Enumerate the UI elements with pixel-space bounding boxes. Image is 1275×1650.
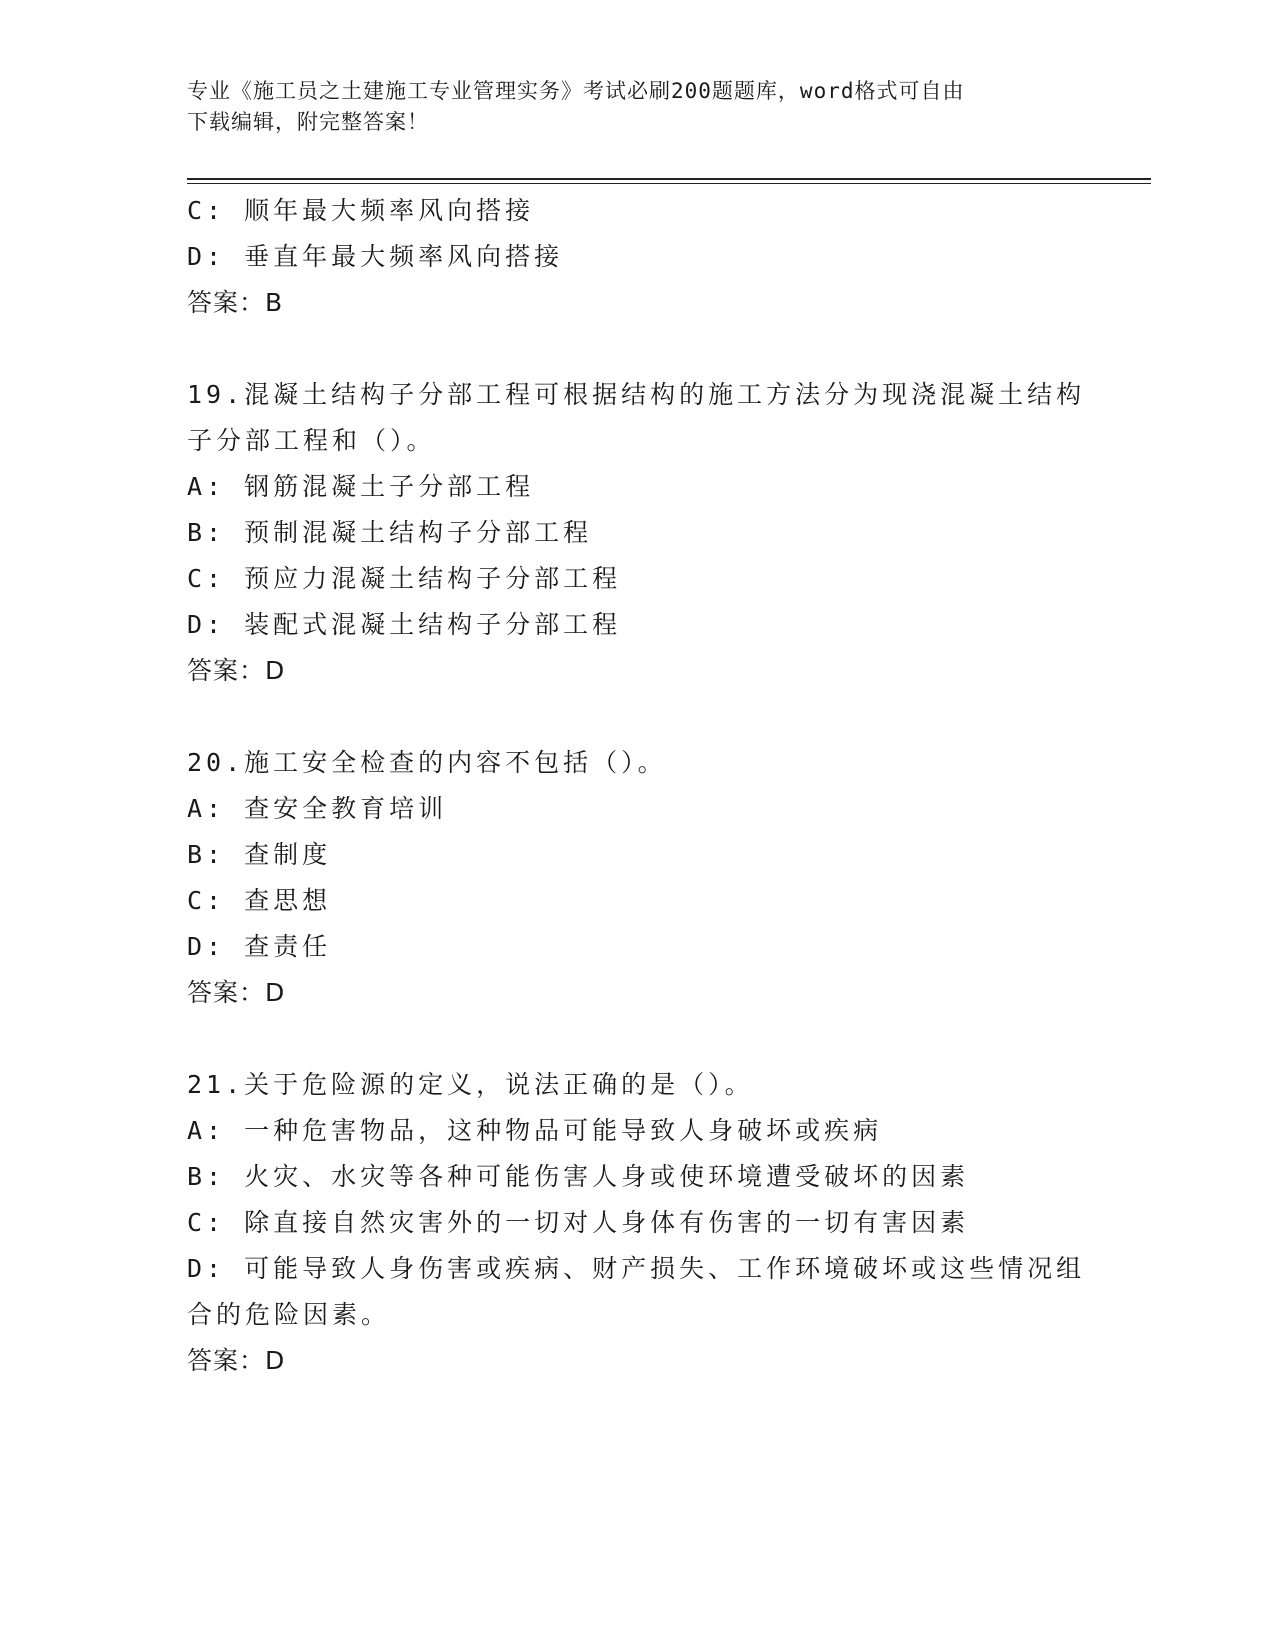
option-a: A: 一种危害物品，这种物品可能导致人身破坏或疾病 — [187, 1116, 883, 1145]
question-stem-continued: 子分部工程和（）。 — [187, 426, 436, 455]
option-a: A: 钢筋混凝土子分部工程 — [187, 472, 535, 501]
answer-line: 答案：D — [187, 656, 286, 685]
option-d: D: 可能导致人身伤害或疾病、财产损失、工作环境破坏或这些情况组 — [187, 1254, 1086, 1283]
option-c: C: 预应力混凝土结构子分部工程 — [187, 564, 622, 593]
page-header — [187, 76, 1067, 138]
option-d: D: 查责任 — [187, 932, 332, 961]
option-c: C: 查思想 — [187, 886, 332, 915]
question-19 — [187, 372, 1087, 694]
option-a: A: 查安全教育培训 — [187, 794, 448, 823]
header-divider-thick — [187, 178, 1151, 180]
question-18-continued — [187, 188, 1087, 326]
option-b: B: 预制混凝土结构子分部工程 — [187, 518, 593, 547]
option-d-continued: 合的危险因素。 — [187, 1300, 391, 1329]
header-divider-thin — [187, 183, 1151, 184]
spacer — [187, 1016, 1087, 1062]
spacer — [187, 326, 1087, 372]
question-21 — [187, 1062, 1087, 1384]
option-d: D: 装配式混凝土结构子分部工程 — [187, 610, 622, 639]
option-c: C: 顺年最大频率风向搭接 — [187, 196, 535, 225]
option-b: B: 火灾、水灾等各种可能伤害人身或使环境遭受破坏的因素 — [187, 1162, 970, 1191]
question-stem: 20.施工安全检查的内容不包括（）。 — [187, 748, 667, 777]
spacer — [187, 694, 1087, 740]
answer-line: 答案：D — [187, 978, 286, 1007]
header-line-2: 下载编辑，附完整答案！ — [187, 110, 429, 134]
answer-line: 答案：D — [187, 1346, 286, 1375]
answer-line: 答案：B — [187, 288, 284, 317]
question-20 — [187, 740, 1087, 1016]
option-d: D: 垂直年最大频率风向搭接 — [187, 242, 564, 271]
option-b: B: 查制度 — [187, 840, 332, 869]
document-body — [187, 188, 1087, 1384]
question-stem: 19.混凝土结构子分部工程可根据结构的施工方法分为现浇混凝土结构 — [187, 380, 1086, 409]
question-stem: 21.关于危险源的定义，说法正确的是（）。 — [187, 1070, 754, 1099]
header-line-1: 专业《施工员之土建施工专业管理实务》考试必刷200题题库，word格式可自由 — [187, 79, 965, 103]
option-c: C: 除直接自然灾害外的一切对人身体有伤害的一切有害因素 — [187, 1208, 970, 1237]
